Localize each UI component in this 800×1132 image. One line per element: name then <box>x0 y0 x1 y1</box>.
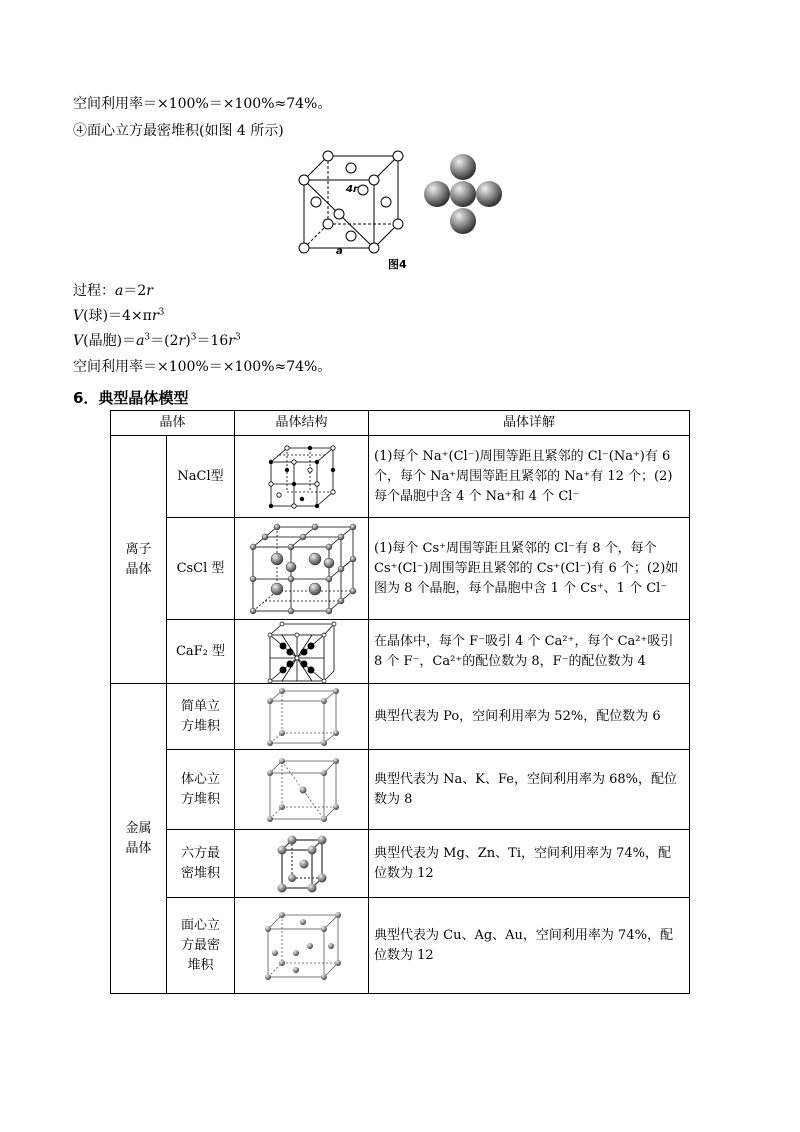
hcp-structure <box>235 830 369 898</box>
sc-detail: 典型代表为 Po，空间利用率为 52%，配位数为 6 <box>369 684 690 750</box>
label-a: a <box>336 246 343 254</box>
fcc-cube-figure <box>296 148 412 254</box>
nacl-structure-icon <box>267 444 337 510</box>
hcp-detail: 典型代表为 Mg、Zn、Ti，空间利用率为 74%，配位数为 12 <box>369 830 690 898</box>
label-4r: 4r <box>346 184 358 195</box>
metal-group-label: 金属晶体 <box>111 684 167 994</box>
fcc-name: 面心立方最密堆积 <box>167 898 235 994</box>
cscl-structure <box>235 518 369 620</box>
table-header-row <box>111 411 690 436</box>
sc-structure-icon <box>264 687 340 747</box>
figure-caption: 图4 <box>388 258 407 271</box>
caf2-name: CaF₂ 型 <box>167 620 235 684</box>
caf2-structure-icon <box>266 621 338 683</box>
ionic-group-label: 离子晶体 <box>111 436 167 684</box>
table-row-bcc <box>111 750 690 830</box>
sc-structure <box>235 684 369 750</box>
bcc-structure <box>235 750 369 830</box>
process-line-2: V(球)$=4\times\pi r^3$ <box>73 307 165 324</box>
nacl-structure <box>235 436 369 518</box>
process-line-3: V(晶胞)$=a^3=(2r)^3=16r^3$ <box>73 332 241 349</box>
utilization-line-1: 空间利用率＝×100%＝×100%≈74%。 <box>73 96 332 112</box>
bcc-detail: 典型代表为 Na、K、Fe，空间利用率为 68%，配位数为 8 <box>369 750 690 830</box>
fcc-detail: 典型代表为 Cu、Ag、Au，空间利用率为 74%，配位数为 12 <box>369 898 690 994</box>
caf2-detail: 在晶体中，每个 F⁻吸引 4 个 Ca²⁺，每个 Ca²⁺吸引 8 个 F⁻，Ca²⁺的配位数为 8，F⁻的配位数为 4 <box>369 620 690 684</box>
caf2-structure <box>235 620 369 684</box>
nacl-name: NaCl型 <box>167 436 235 518</box>
cscl-structure-icon <box>247 523 357 615</box>
crystal-model-table <box>110 410 690 994</box>
hcp-name: 六方最密堆积 <box>167 830 235 898</box>
cscl-detail: (1)每个 Cs⁺周围等距且紧邻的 Cl⁻有 8 个，每个 Cs⁺(Cl⁻)周围等距且紧邻的 Cs⁺(Cl⁻)有 6 个；(2)如图为 8 个晶胞，每个晶胞中含 1 个 Cs⁺、1 个 Cl⁻ <box>369 518 690 620</box>
header-detail: 晶体详解 <box>369 411 690 436</box>
fcc-heading-line: ④面心立方最密堆积(如图 4 所示) <box>73 123 284 139</box>
hcp-structure-icon <box>272 834 332 894</box>
process-line-1: 过程：a＝2r <box>73 283 153 299</box>
fcc-structure <box>235 898 369 994</box>
table-row-fcc <box>111 898 690 994</box>
cscl-name: CsCl 型 <box>167 518 235 620</box>
header-crystal: 晶体 <box>111 411 235 436</box>
table-row-cscl <box>111 518 690 620</box>
bcc-structure-icon <box>264 757 340 823</box>
sphere-packing-figure <box>420 152 506 238</box>
fcc-structure-icon <box>262 911 342 981</box>
section-title: 6．典型晶体模型 <box>73 389 189 407</box>
process-line-4: 空间利用率＝×100%＝×100%≈74%。 <box>73 359 332 375</box>
nacl-detail: (1)每个 Na⁺(Cl⁻)周围等距且紧邻的 Cl⁻(Na⁺)有 6 个，每个 Na⁺周围等距且紧邻的 Na⁺有 12 个；(2)每个晶胞中含 4 个 Na⁺和 4 个 Cl⁻ <box>369 436 690 518</box>
table-row-nacl <box>111 436 690 518</box>
table-row-caf2 <box>111 620 690 684</box>
sc-name: 简单立方堆积 <box>167 684 235 750</box>
header-structure: 晶体结构 <box>235 411 369 436</box>
bcc-name: 体心立方堆积 <box>167 750 235 830</box>
table-row-hcp <box>111 830 690 898</box>
table-row-sc <box>111 684 690 750</box>
